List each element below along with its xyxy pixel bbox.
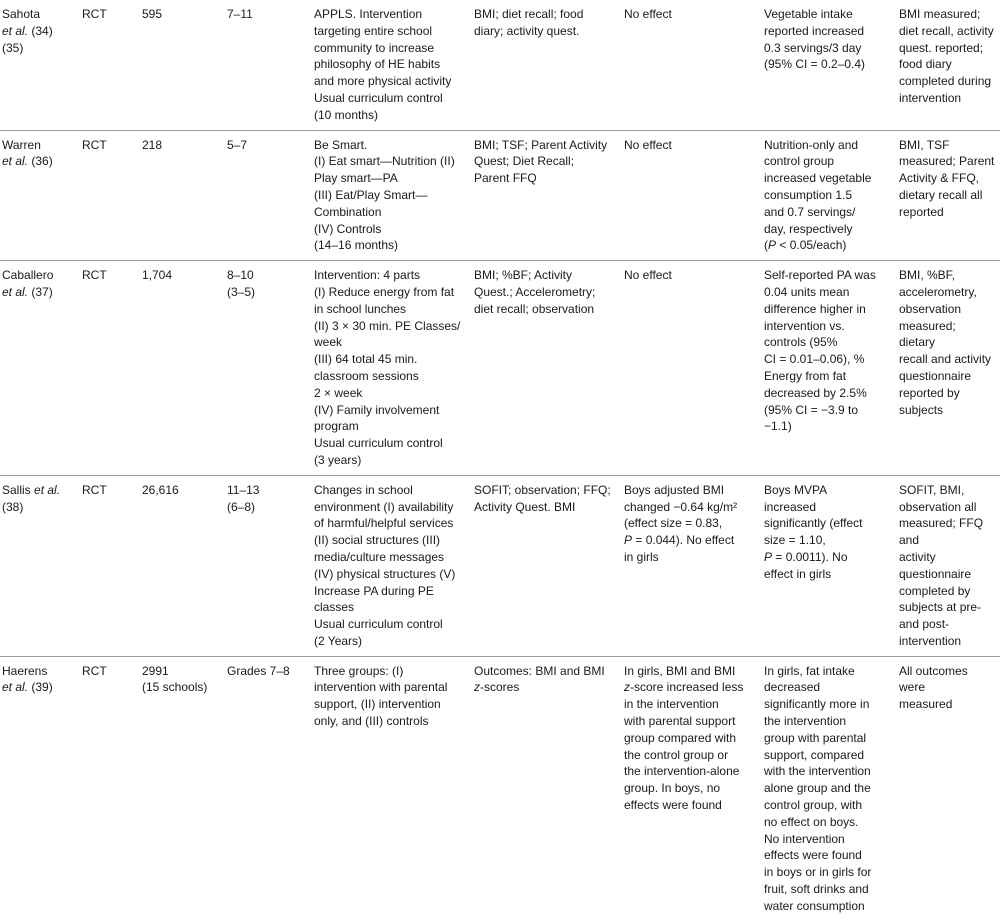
cell-line: (95% CI = −3.9 to xyxy=(764,402,859,417)
measures-cell xyxy=(472,656,622,920)
intervention-cell xyxy=(312,130,472,261)
cell-line: (3–5) xyxy=(227,284,256,299)
cell-line: 218 xyxy=(142,137,163,152)
measures-cell xyxy=(472,130,622,261)
cell-line: subjects at pre- xyxy=(899,600,982,615)
anthropometric-outcome-cell xyxy=(622,130,762,261)
cell-line: All outcomes were xyxy=(899,663,968,695)
cell-line: measured xyxy=(899,697,953,712)
cell-line: (IV) physical structures (V) xyxy=(314,566,456,581)
anthropometric-outcome-cell xyxy=(622,261,762,476)
measures-cell xyxy=(472,475,622,656)
cell-line: BMI, TSF xyxy=(899,137,950,152)
cell-line: day, respectively xyxy=(764,221,853,236)
sample-size-cell xyxy=(140,475,225,656)
cell-line: Activity & FFQ, xyxy=(899,171,980,186)
measures-cell xyxy=(472,261,622,476)
cell-line: effects were found xyxy=(624,798,722,813)
cell-line: 595 xyxy=(142,7,163,21)
cell-line: (10 months) xyxy=(314,107,379,122)
cell-line: group compared with xyxy=(624,730,737,745)
cell-line: questionnaire xyxy=(899,566,972,581)
sample-size-cell xyxy=(140,0,225,130)
cell-line: Nutrition-only and xyxy=(764,137,859,152)
cell-line: Boys adjusted BMI xyxy=(624,482,725,497)
behaviour-outcome-cell xyxy=(762,656,897,920)
cell-line: 7–11 xyxy=(227,7,253,21)
measurement-method-cell xyxy=(897,0,1000,130)
cell-line: 26,616 xyxy=(142,482,179,497)
cell-line: reported increased xyxy=(764,23,865,38)
cell-line: No intervention xyxy=(764,831,845,846)
cell-line: in boys or in girls for xyxy=(764,865,872,880)
cell-line: (14–16 months) xyxy=(314,238,399,253)
cell-line: size = 1.10, xyxy=(764,533,826,548)
cell-line: intervention xyxy=(899,633,962,648)
cell-line: measured; FFQ and xyxy=(899,516,984,548)
cell-line: In girls, BMI and BMI xyxy=(624,663,736,678)
cell-line: (I) Eat smart—Nutrition (II) xyxy=(314,154,455,169)
cell-line: P = 0.044). No effect xyxy=(624,533,735,548)
cell-line: (35) xyxy=(2,40,24,55)
cell-line: 11–13 xyxy=(227,482,260,497)
cell-line: reported by xyxy=(899,385,960,400)
table-row xyxy=(0,475,1000,656)
age-cell xyxy=(225,0,312,130)
cell-line: −1.1) xyxy=(764,419,792,434)
cell-line: and 0.7 servings/ xyxy=(764,204,856,219)
cell-line: (II) social structures (III) xyxy=(314,533,441,548)
cell-line: CI = 0.01–0.06), % xyxy=(764,352,865,367)
cell-line: no effect on boys. xyxy=(764,814,859,829)
cell-line: Outcomes: BMI and BMI xyxy=(474,663,605,678)
cell-line: targeting entire school xyxy=(314,23,433,38)
cell-line: Usual curriculum control xyxy=(314,617,443,632)
age-cell xyxy=(225,656,312,920)
cell-line: et al. (36) xyxy=(2,154,53,169)
study-cell xyxy=(0,261,80,476)
sample-size-cell xyxy=(140,261,225,476)
cell-line: the intervention xyxy=(764,714,847,729)
intervention-cell xyxy=(312,261,472,476)
age-cell xyxy=(225,130,312,261)
behaviour-outcome-cell xyxy=(762,0,897,130)
cell-line: dietary recall all xyxy=(899,187,983,202)
cell-line: 2991 xyxy=(142,663,169,678)
cell-line: No effect xyxy=(624,7,672,21)
cell-line: support, (II) intervention xyxy=(314,697,441,712)
cell-line: Activity Quest. BMI xyxy=(474,499,576,514)
cell-line: (P < 0.05/each) xyxy=(764,238,847,253)
measurement-method-cell xyxy=(897,261,1000,476)
cell-line: (III) 64 total 45 min. xyxy=(314,352,418,367)
cell-line: No effect xyxy=(624,137,672,152)
sample-size-cell xyxy=(140,130,225,261)
cell-line: Three groups: (I) xyxy=(314,663,404,678)
cell-line: (38) xyxy=(2,499,24,514)
cell-line: alone group and the xyxy=(764,781,871,796)
cell-line: Quest.; Accelerometry; xyxy=(474,284,596,299)
design-cell: RCT xyxy=(80,475,140,656)
cell-line: P = 0.0011). No xyxy=(764,549,848,564)
measurement-method-cell xyxy=(897,130,1000,261)
anthropometric-outcome-cell xyxy=(622,475,762,656)
cell-line: Haerens xyxy=(2,663,48,678)
cell-line: the intervention-alone xyxy=(624,764,740,779)
cell-line: BMI, %BF, xyxy=(899,268,956,283)
sample-size-cell xyxy=(140,656,225,920)
cell-line: and post- xyxy=(899,617,950,632)
measurement-method-cell xyxy=(897,475,1000,656)
cell-line: 8–10 xyxy=(227,268,254,283)
cell-line: diet recall; observation xyxy=(474,301,595,316)
cell-line: Usual curriculum control xyxy=(314,90,443,105)
cell-line: (II) 3 × 30 min. PE Classes/ xyxy=(314,318,461,333)
cell-line: with parental support xyxy=(624,714,736,729)
design-cell: RCT xyxy=(80,0,140,130)
cell-line: In girls, fat intake xyxy=(764,663,855,678)
cell-line: Changes in school xyxy=(314,482,413,497)
cell-line: diet recall, activity xyxy=(899,23,994,38)
cell-line: et al. (34) xyxy=(2,23,53,38)
study-cell xyxy=(0,475,80,656)
cell-line: reported xyxy=(899,204,944,219)
cell-line: significantly (effect xyxy=(764,516,863,531)
cell-line: Energy from fat xyxy=(764,368,847,383)
design-cell: RCT xyxy=(80,261,140,476)
cell-line: fruit, soft drinks and xyxy=(764,882,869,897)
cell-line: SOFIT; observation; FFQ; xyxy=(474,482,611,497)
cell-line: philosophy of HE habits xyxy=(314,57,441,72)
cell-line: Play smart—PA xyxy=(314,171,398,186)
cell-line: BMI; %BF; Activity xyxy=(474,268,573,283)
cell-line: BMI; TSF; Parent Activity xyxy=(474,137,608,152)
cell-line: diary; activity quest. xyxy=(474,23,580,38)
cell-line: BMI measured; xyxy=(899,7,981,21)
cell-line: 5–7 xyxy=(227,137,248,152)
cell-line: water consumption xyxy=(764,898,865,913)
cell-line: Quest; Diet Recall; xyxy=(474,154,575,169)
cell-line: (I) Reduce energy from fat xyxy=(314,284,455,299)
cell-line: z-score increased less xyxy=(624,680,744,695)
cell-line: Vegetable intake xyxy=(764,7,853,21)
cell-line: questionnaire xyxy=(899,368,972,383)
cell-line: z-scores xyxy=(474,680,520,695)
intervention-cell xyxy=(312,0,472,130)
cell-line: effects were found xyxy=(764,848,862,863)
design-cell: RCT xyxy=(82,663,107,678)
anthropometric-outcome-cell xyxy=(622,0,762,130)
cell-line: SOFIT, BMI, xyxy=(899,482,965,497)
cell-line: Caballero xyxy=(2,268,54,283)
cell-line: intervention xyxy=(899,90,962,105)
cell-line: observation all xyxy=(899,499,977,514)
cell-line: 0.04 units mean xyxy=(764,284,850,299)
cell-line: community to increase xyxy=(314,40,435,55)
cell-line: completed during xyxy=(899,74,992,89)
cell-line: with the intervention xyxy=(764,764,871,779)
cell-line: control group xyxy=(764,154,835,169)
cell-line: completed by xyxy=(899,583,971,598)
cell-line: (2 Years) xyxy=(314,633,363,648)
cell-line: quest. reported; xyxy=(899,40,984,55)
cell-line: measured; Parent xyxy=(899,154,995,169)
cell-line: (15 schools) xyxy=(142,680,208,695)
cell-line: 1,704 xyxy=(142,268,173,283)
cell-line: effect in girls xyxy=(764,566,832,581)
study-cell xyxy=(0,130,80,261)
cell-line: environment (I) availability xyxy=(314,499,454,514)
cell-line: and more physical activity xyxy=(314,74,452,89)
intervention-cell xyxy=(312,656,472,920)
cell-line: et al. (37) xyxy=(2,284,53,299)
table-row xyxy=(0,0,1000,130)
table-row xyxy=(0,656,1000,920)
cell-line: (IV) Family involvement xyxy=(314,402,440,417)
behaviour-outcome-cell xyxy=(762,261,897,476)
cell-line: classes xyxy=(314,600,355,615)
cell-line: week xyxy=(314,335,343,350)
cell-line: (95% CI = 0.2–0.4) xyxy=(764,57,866,72)
cell-line: of harmful/helpful services xyxy=(314,516,454,531)
cell-line: intervention vs. xyxy=(764,318,845,333)
cell-line: Boys MVPA xyxy=(764,482,828,497)
cell-line: subjects xyxy=(899,402,944,417)
measures-cell xyxy=(472,0,622,130)
cell-line: increased vegetable xyxy=(764,171,872,186)
cell-line: classroom sessions xyxy=(314,368,419,383)
cell-line: program xyxy=(314,419,359,434)
study-cell xyxy=(0,656,80,920)
cell-line: (IV) Controls xyxy=(314,221,382,236)
table-row xyxy=(0,130,1000,261)
cell-line: activity xyxy=(899,549,936,564)
cell-line: food diary xyxy=(899,57,952,72)
measurement-method-cell xyxy=(897,656,1000,920)
cell-line: recall and activity xyxy=(899,352,992,367)
cell-line: Self-reported PA was xyxy=(764,268,876,283)
cell-line: changed −0.64 kg/m² xyxy=(624,499,738,514)
cell-line: the control group or xyxy=(624,747,729,762)
study-cell xyxy=(0,0,80,130)
cell-line: measured; dietary xyxy=(899,318,956,350)
cell-line: Be Smart. xyxy=(314,137,368,152)
cell-line: only, and (III) controls xyxy=(314,714,429,729)
cell-line: increased xyxy=(764,499,817,514)
cell-line: APPLS. Intervention xyxy=(314,7,423,21)
cell-line: support, compared xyxy=(764,747,865,762)
age-cell xyxy=(225,261,312,476)
cell-line: BMI; diet recall; food xyxy=(474,7,584,21)
cell-line: accelerometry, xyxy=(899,284,977,299)
design-cell: RCT xyxy=(80,130,140,261)
cell-line: in school lunches xyxy=(314,301,407,316)
cell-line: Increase PA during PE xyxy=(314,583,434,598)
cell-line: Sallis et al. xyxy=(2,482,61,497)
cell-line: Usual curriculum control xyxy=(314,436,443,451)
cell-line: consumption 1.5 xyxy=(764,187,853,202)
cell-line: group. In boys, no xyxy=(624,781,721,796)
behaviour-outcome-cell xyxy=(762,130,897,261)
cell-line: decreased by 2.5% xyxy=(764,385,867,400)
cell-line: in girls xyxy=(624,549,659,564)
cell-line: Combination xyxy=(314,204,382,219)
table-row xyxy=(0,261,1000,476)
cell-line: (III) Eat/Play Smart— xyxy=(314,187,428,202)
cell-line: intervention with parental xyxy=(314,680,448,695)
cell-line: (effect size = 0.83, xyxy=(624,516,723,531)
cell-line: significantly more in xyxy=(764,697,870,712)
cell-line: difference higher in xyxy=(764,301,866,316)
cell-line: Grades 7–8 xyxy=(227,663,290,678)
cell-line: group with parental xyxy=(764,730,867,745)
age-cell xyxy=(225,475,312,656)
cell-line: Intervention: 4 parts xyxy=(314,268,421,283)
cell-line: Sahota xyxy=(2,7,41,21)
cell-line: No effect xyxy=(624,268,672,283)
anthropometric-outcome-cell xyxy=(622,656,762,920)
cell-line: controls (95% xyxy=(764,335,838,350)
cell-line: in the intervention xyxy=(624,697,719,712)
behaviour-outcome-cell xyxy=(762,475,897,656)
cell-line: media/culture messages xyxy=(314,549,445,564)
cell-line: observation xyxy=(899,301,962,316)
cell-line: Warren xyxy=(2,137,41,152)
cell-line: et al. (39) xyxy=(2,680,53,695)
intervention-cell xyxy=(312,475,472,656)
cell-line: 2 × week xyxy=(314,385,363,400)
cell-line: 0.3 servings/3 day xyxy=(764,40,862,55)
cell-line: control group, with xyxy=(764,798,863,813)
cell-line: (6–8) xyxy=(227,499,256,514)
cell-line: Parent FFQ xyxy=(474,171,537,186)
cell-line: (3 years) xyxy=(314,452,362,467)
cell-line: decreased xyxy=(764,680,821,695)
